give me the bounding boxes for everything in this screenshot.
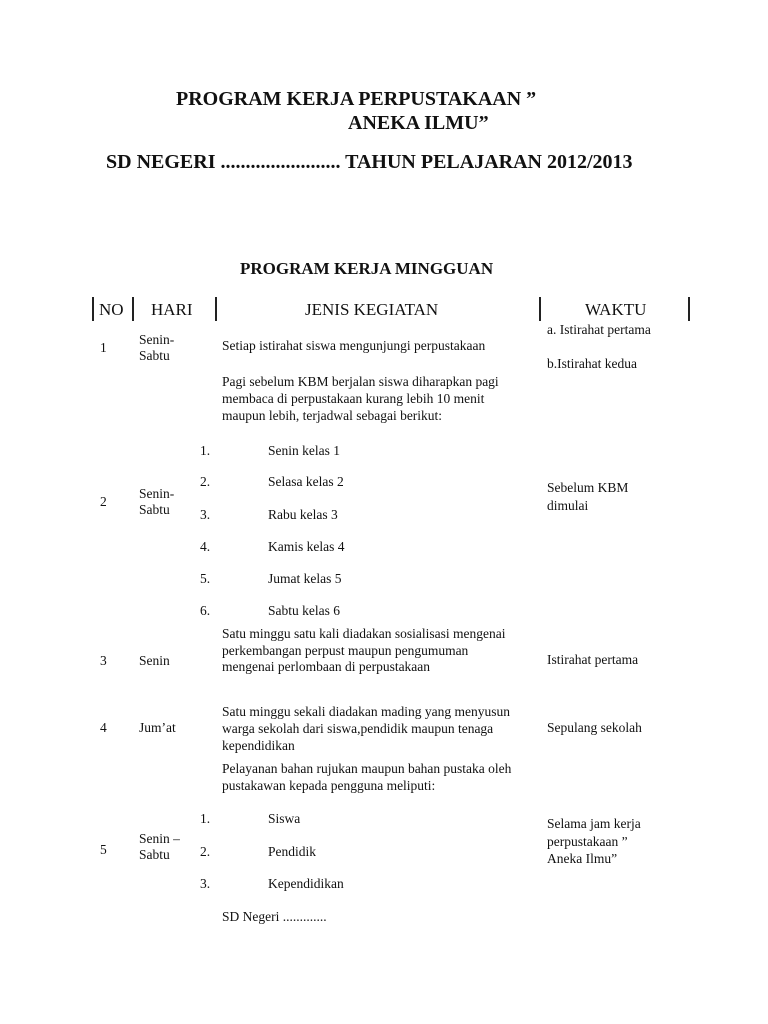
document-title-line2: ANEKA ILMU”	[348, 112, 489, 134]
list-number: 2.	[200, 844, 211, 859]
row-waktu: Selama jam kerja perpustakaan ” Aneka Ilmu”	[547, 816, 641, 866]
section-title: PROGRAM KERJA MINGGUAN	[240, 259, 494, 278]
row-waktu-b: b.Istirahat kedua	[547, 356, 637, 371]
row-hari: Senin – Sabtu	[139, 831, 180, 862]
row-waktu: Istirahat pertama	[547, 652, 639, 667]
list-number: 6.	[200, 603, 211, 618]
row-hari: Senin	[139, 653, 170, 668]
row-no: 1	[100, 340, 107, 355]
row-waktu: Sepulang sekolah	[547, 720, 642, 735]
list-number: 4.	[200, 539, 211, 554]
list-number: 3.	[200, 876, 211, 891]
list-text: Pendidik	[268, 844, 317, 859]
list-number: 5.	[200, 571, 211, 586]
header-hari: HARI	[151, 300, 193, 319]
header-waktu: WAKTU	[585, 300, 647, 319]
header-divider	[132, 297, 134, 321]
row-hari: Senin- Sabtu	[139, 332, 175, 363]
header-divider	[92, 297, 94, 321]
header-divider	[215, 297, 217, 321]
list-text: Siswa	[268, 811, 301, 826]
row-no: 4	[100, 720, 107, 735]
row-no: 3	[100, 653, 107, 668]
header-jenis-kegiatan: JENIS KEGIATAN	[305, 300, 439, 319]
document-title-line3: SD NEGERI ........................ TAHUN PELAJARAN 2012/2013	[106, 151, 633, 173]
row-kegiatan: Setiap istirahat siswa mengunjungi perpustakaan	[222, 338, 486, 353]
list-text: Sabtu kelas 6	[268, 603, 340, 618]
row-waktu-a: a. Istirahat pertama	[547, 322, 651, 337]
header-divider	[688, 297, 690, 321]
row-kegiatan: Satu minggu satu kali diadakan sosialisasi mengenai perkembangan perpust maupun pengumuman mengenai perlombaan di perpustakaan	[222, 626, 506, 674]
list-text: Kamis kelas 4	[268, 539, 345, 554]
row-kegiatan: Satu minggu sekali diadakan mading yang menyusun warga sekolah dari siswa,pendidik maupun tenaga kependidikan	[222, 704, 510, 753]
list-number: 1.	[200, 811, 211, 826]
row-waktu: Sebelum KBM dimulai	[547, 480, 629, 513]
row-hari: Jum’at	[139, 720, 176, 735]
list-text: Rabu kelas 3	[268, 507, 338, 522]
row-hari: Senin- Sabtu	[139, 486, 175, 517]
row-kegiatan: Pelayanan bahan rujukan maupun bahan pustaka oleh pustakawan kepada pengguna meliputi:	[222, 761, 512, 793]
list-text: Jumat kelas 5	[268, 571, 342, 586]
list-text: Senin kelas 1	[268, 443, 340, 458]
row-kegiatan: Pagi sebelum KBM berjalan siswa diharapkan pagi membaca di perpustakaan kurang lebih 10 menit maupun lebih, terjadwal sebagai berikut:	[222, 374, 499, 423]
list-text: Selasa kelas 2	[268, 474, 344, 489]
footer-school: SD Negeri .............	[222, 909, 327, 924]
list-number: 2.	[200, 474, 211, 489]
header-no: NO	[99, 300, 124, 319]
list-text: Kependidikan	[268, 876, 344, 891]
row-no: 5	[100, 842, 107, 857]
header-divider	[539, 297, 541, 321]
document-title-line1: PROGRAM KERJA PERPUSTAKAAN ”	[176, 88, 537, 110]
row-no: 2	[100, 494, 107, 509]
list-number: 3.	[200, 507, 211, 522]
list-number: 1.	[200, 443, 211, 458]
